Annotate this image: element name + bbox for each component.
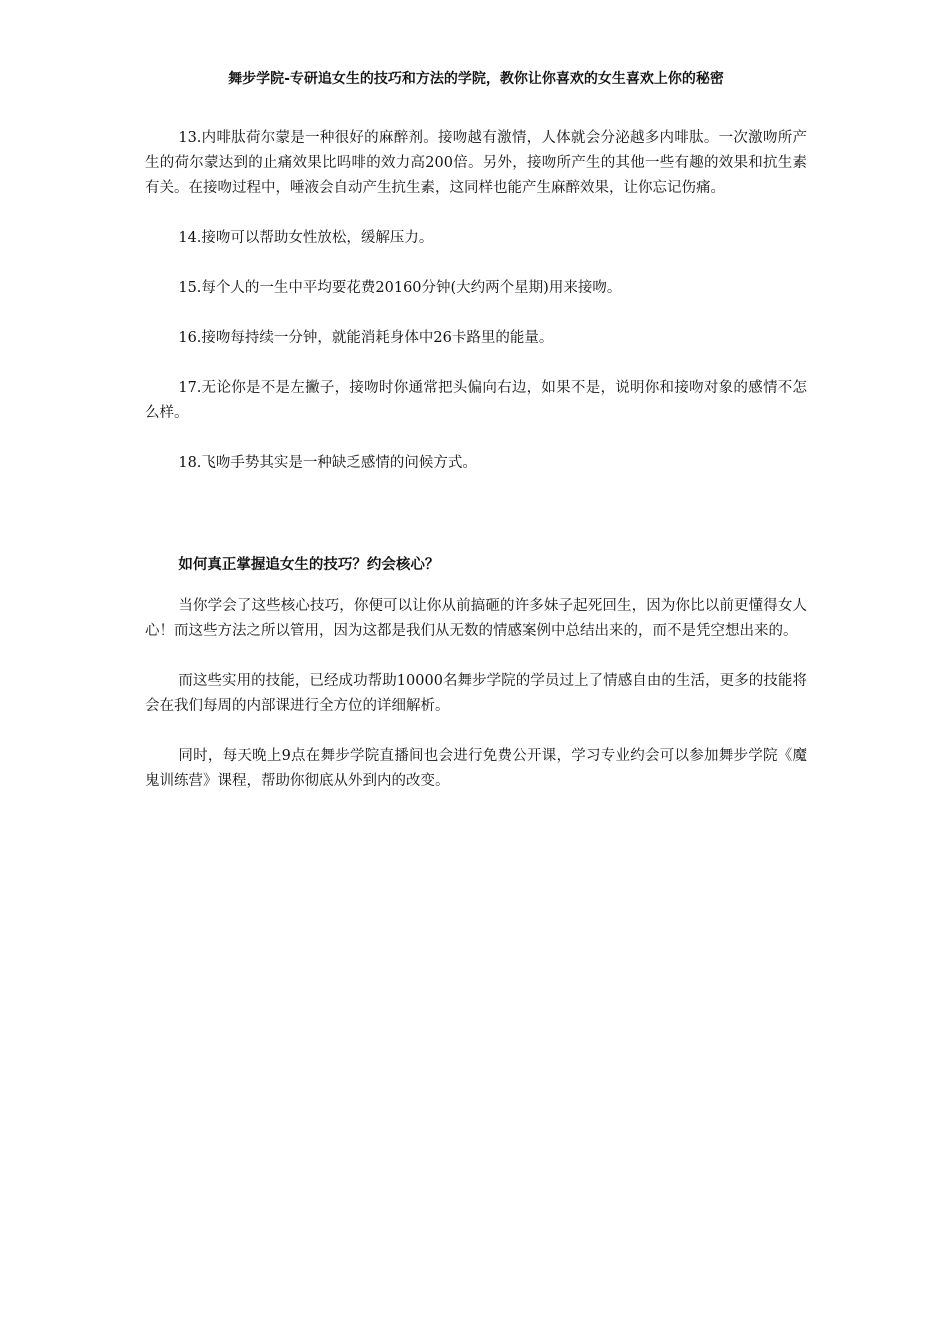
list-item-16: 16.接吻每持续一分钟，就能消耗身体中26卡路里的能量。 — [178, 330, 554, 346]
list-item-18: 18.飞吻手势其实是一种缺乏感情的问候方式。 — [178, 455, 477, 471]
document-header: 舞步学院-专研追女生的技巧和方法的学院，教你让你喜欢的女生喜欢上你的秘密 — [228, 71, 724, 87]
list-item-13: 13.内啡肽荷尔蒙是一种很好的麻醉剂。接吻越有激情，人体就会分泌越多内啡肽。一次激吻所产生的荷尔蒙达到的止痛效果比吗啡的效力高200倍。另外，接吻所产生的其他一些有趣的效果和抗生素有关。在接吻过程中，唾液会自动产生抗生素，这同样也能产生麻醉效果，让你忘记伤痛。 — [145, 130, 807, 196]
document-page — [145, 68, 807, 819]
section-spacer — [145, 501, 807, 553]
list-item-15: 15.每个人的一生中平均要花费20160分钟(大约两个星期)用来接吻。 — [178, 280, 622, 296]
section-paragraph: 而这些实用的技能，已经成功帮助10000名舞步学院的学员过上了情感自由的生活，更多的技能将会在我们每周的内部课进行全方位的详细解析。 — [145, 673, 807, 714]
section-heading: 如何真正掌握追女生的技巧？约会核心？ — [178, 557, 440, 573]
list-item-17: 17.无论你是不是左撇子，接吻时你通常把头偏向右边，如果不是，说明你和接吻对象的感情不怎么样。 — [145, 380, 807, 421]
section-paragraph: 同时，每天晚上9点在舞步学院直播间也会进行免费公开课，学习专业约会可以参加舞步学院《魔鬼训练营》课程，帮助你彻底从外到内的改变。 — [145, 748, 807, 789]
list-item-14: 14.接吻可以帮助女性放松，缓解压力。 — [178, 230, 434, 246]
section-paragraph: 当你学会了这些核心技巧，你便可以让你从前搞砸的许多妹子起死回生，因为你比以前更懂得女人心！而这些方法之所以管用，因为这都是我们从无数的情感案例中总结出来的，而不是凭空想出来的。 — [145, 598, 807, 639]
